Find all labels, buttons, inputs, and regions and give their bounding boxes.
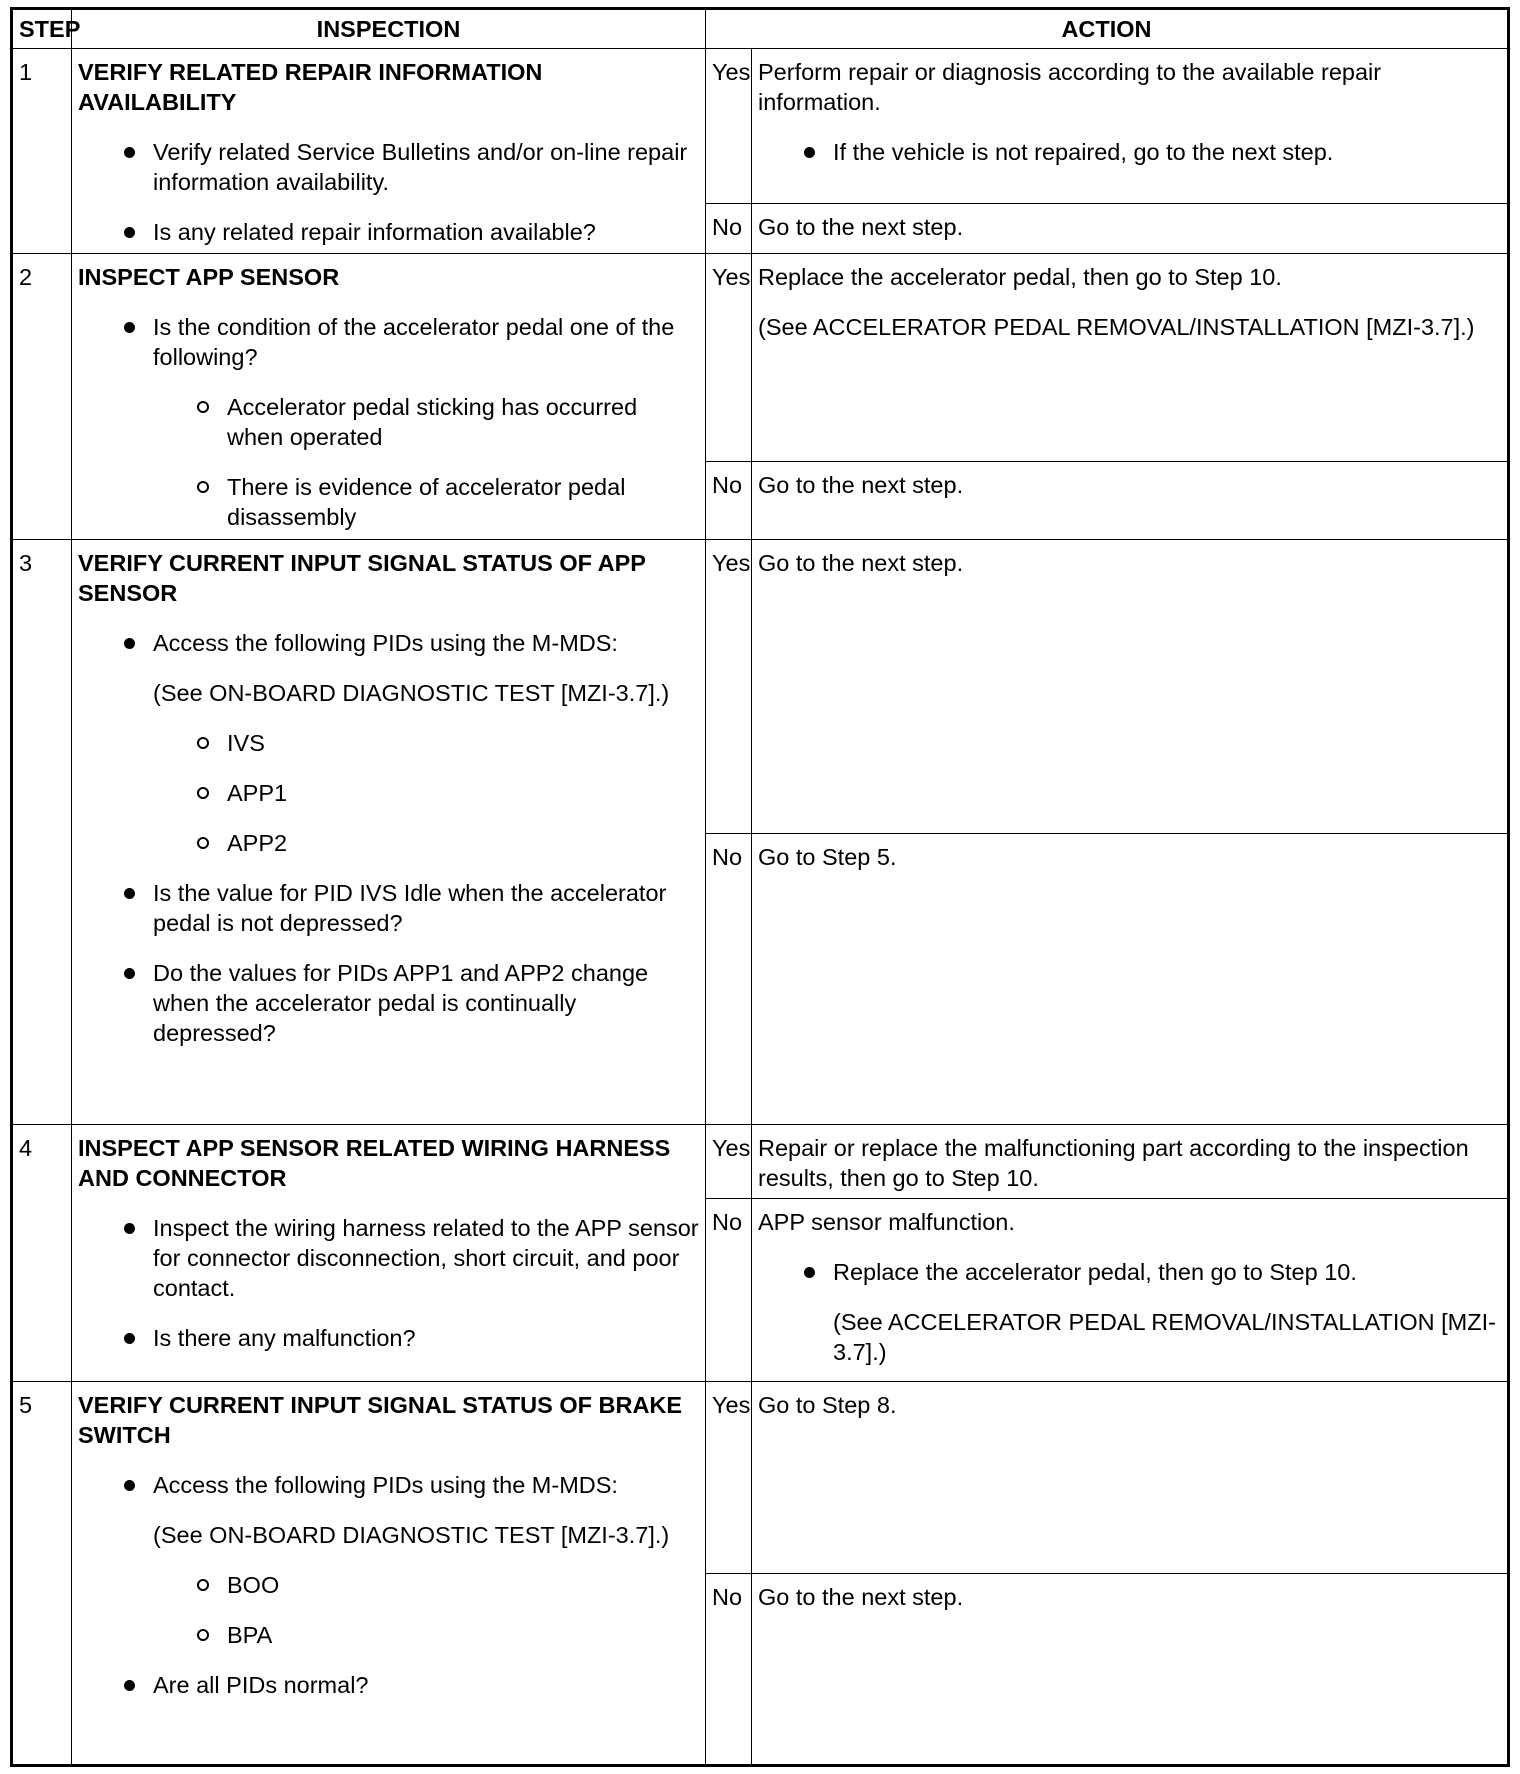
list-item: Is the value for PID IVS Idle when the accelerator pedal is not depressed?: [153, 878, 699, 938]
step-1-inspection: [72, 49, 706, 254]
list-item: BOO: [227, 1570, 699, 1600]
step-4-no-bullet-text: Replace the accelerator pedal, then go to Step 10.: [833, 1258, 1357, 1285]
step-2-sub-bullets: [153, 392, 699, 532]
list-item: [833, 1257, 1501, 1367]
step-5-yes-label: Yes: [706, 1382, 752, 1574]
step-4-yes-action: Repair or replace the malfunctioning part according to the inspection results, then go to Step 10.: [752, 1124, 1509, 1198]
step-4-yes-row: [12, 1124, 1509, 1198]
step-1-yes-text: Perform repair or diagnosis according to the available repair information.: [758, 59, 1382, 115]
list-item: Is there any malfunction?: [153, 1323, 699, 1353]
step-1-no-action: Go to the next step.: [752, 203, 1509, 253]
list-item: [153, 628, 699, 858]
step-3-bullet-ref: (See ON-BOARD DIAGNOSTIC TEST [MZI-3.7].): [153, 679, 670, 706]
step-3-inspection: [72, 539, 706, 1124]
step-3-yes-action: Go to the next step.: [752, 539, 1509, 834]
step-2-yes-action: [752, 253, 1509, 461]
step-3-yes-row: [12, 539, 1509, 834]
table-header-row: [12, 9, 1509, 49]
step-2-yes-row: [12, 253, 1509, 461]
step-1-yes-label: Yes: [706, 49, 752, 204]
step-2-bullets: [78, 312, 699, 532]
step-5-bullet-ref: (See ON-BOARD DIAGNOSTIC TEST [MZI-3.7].): [153, 1522, 670, 1549]
header-inspection: INSPECTION: [72, 9, 706, 49]
step-5-number: 5: [12, 1382, 72, 1766]
step-3-pid-list: [153, 728, 699, 858]
list-item: There is evidence of accelerator pedal disassembly: [227, 472, 699, 532]
step-5-no-action: Go to the next step.: [752, 1574, 1509, 1766]
step-3-title: VERIFY CURRENT INPUT SIGNAL STATUS OF APP SENSOR: [78, 549, 646, 606]
step-3-bullet-text: Access the following PIDs using the M-MDS:: [153, 629, 618, 656]
step-5-title: VERIFY CURRENT INPUT SIGNAL STATUS OF BRAKE SWITCH: [78, 1392, 683, 1449]
list-item: APP2: [227, 828, 699, 858]
step-4-yes-label: Yes: [706, 1124, 752, 1198]
list-item: If the vehicle is not repaired, go to the next step.: [833, 137, 1501, 167]
step-2-yes-ref: (See ACCELERATOR PEDAL REMOVAL/INSTALLATION [MZI-3.7].): [758, 313, 1475, 340]
step-3-number: 3: [12, 539, 72, 1124]
header-step: STEP: [12, 9, 72, 49]
list-item: [153, 1470, 699, 1650]
step-5-no-label: No: [706, 1574, 752, 1766]
header-action: ACTION: [706, 9, 1509, 49]
diagnostic-procedure-table: [10, 7, 1510, 1767]
step-5-yes-action: Go to Step 8.: [752, 1382, 1509, 1574]
step-2-no-action: Go to the next step.: [752, 461, 1509, 539]
step-4-bullets: [78, 1213, 699, 1353]
step-1-number: 1: [12, 49, 72, 254]
list-item: Do the values for PIDs APP1 and APP2 change when the accelerator pedal is continually depressed?: [153, 958, 699, 1048]
step-4-inspection: [72, 1124, 706, 1381]
step-4-no-bullets: [758, 1257, 1501, 1367]
list-item: IVS: [227, 728, 699, 758]
step-3-yes-label: Yes: [706, 539, 752, 834]
list-item: [153, 312, 699, 532]
step-2-no-label: No: [706, 461, 752, 539]
list-item: Verify related Service Bulletins and/or on-line repair information availability.: [153, 137, 699, 197]
list-item: BPA: [227, 1620, 699, 1650]
step-1-yes-action: [752, 49, 1509, 204]
step-2-inspection: [72, 253, 706, 539]
step-2-yes-text: Replace the accelerator pedal, then go to Step 10.: [758, 263, 1282, 290]
step-1-title: VERIFY RELATED REPAIR INFORMATION AVAILABILITY: [78, 59, 543, 115]
list-item: Are all PIDs normal?: [153, 1670, 699, 1700]
step-4-number: 4: [12, 1124, 72, 1381]
step-3-no-action: Go to Step 5.: [752, 834, 1509, 1125]
step-5-bullets: [78, 1470, 699, 1700]
list-item: Inspect the wiring harness related to the APP sensor for connector disconnection, short circuit, and poor contact.: [153, 1214, 699, 1301]
step-1-no-label: No: [706, 203, 752, 253]
step-3-bullets: [78, 628, 699, 1048]
step-4-no-text: APP sensor malfunction.: [758, 1208, 1015, 1235]
step-4-no-label: No: [706, 1198, 752, 1382]
list-item: Accelerator pedal sticking has occurred when operated: [227, 392, 699, 452]
step-1-yes-bullets: [758, 137, 1501, 167]
step-2-bullet-text: Is the condition of the accelerator pedal one of the following?: [153, 313, 675, 370]
step-4-no-ref: (See ACCELERATOR PEDAL REMOVAL/INSTALLATION [MZI-3.7].): [833, 1308, 1496, 1365]
step-2-number: 2: [12, 253, 72, 539]
step-1-yes-row: [12, 49, 1509, 204]
list-item: Is any related repair information available?: [153, 217, 699, 247]
step-5-inspection: [72, 1382, 706, 1766]
step-3-no-label: No: [706, 834, 752, 1125]
step-5-yes-row: [12, 1382, 1509, 1574]
step-5-pid-list: [153, 1570, 699, 1650]
step-4-no-action: [752, 1198, 1509, 1382]
step-1-bullets: [78, 137, 699, 247]
step-5-bullet-text: Access the following PIDs using the M-MDS:: [153, 1472, 618, 1499]
step-4-title: INSPECT APP SENSOR RELATED WIRING HARNESS AND CONNECTOR: [78, 1134, 671, 1191]
step-2-title: INSPECT APP SENSOR: [78, 263, 340, 290]
step-2-yes-label: Yes: [706, 253, 752, 461]
list-item: APP1: [227, 778, 699, 808]
